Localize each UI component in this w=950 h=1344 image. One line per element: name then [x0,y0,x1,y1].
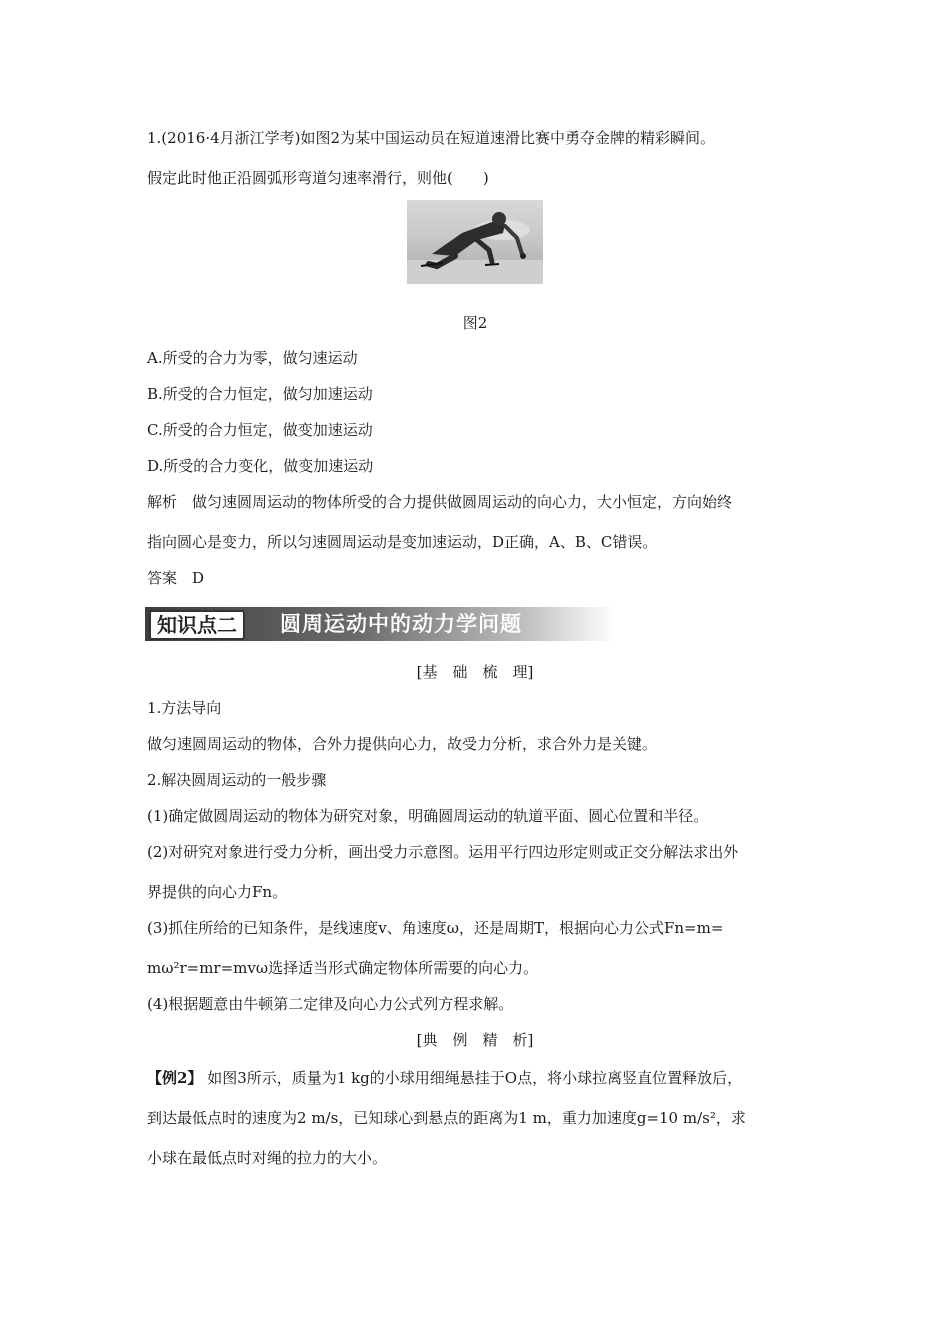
example-line-3: 小球在最低点时对绳的拉力的大小。 [147,1149,388,1167]
option-a: A.所受的合力为零，做匀速运动 [147,349,358,367]
speed-skater-figure [407,200,543,284]
question-1-line-2: 假定此时他正沿圆弧形弯道匀速率滑行，则他( ) [147,169,489,187]
answer: 答案 D [147,569,205,587]
basics-line: 界提供的向心力Fn。 [147,883,288,901]
option-d: D.所受的合力变化，做变加速运动 [147,457,374,475]
option-c: C.所受的合力恒定，做变加速运动 [147,421,373,439]
example-heading: [典 例 精 析] [416,1031,534,1049]
analysis-line-2: 指向圆心是变力，所以匀速圆周运动是变加速运动，D正确，A、B、C错误。 [147,533,658,551]
section-banner [145,607,615,641]
basics-line: 2.解决圆周运动的一般步骤 [147,771,327,789]
basics-line: mω²r=mr=mvω选择适当形式确定物体所需要的向心力。 [147,959,539,977]
basics-line: (4)根据题意由牛顿第二定律及向心力公式列方程求解。 [147,995,514,1013]
question-1-line-1: 1.(2016·4月浙江学考)如图2为某中国运动员在短道速滑比赛中勇夺金牌的精彩瞬间。 [147,129,716,147]
option-b: B.所受的合力恒定，做匀加速运动 [147,385,373,403]
section-title: 圆周运动中的动力学问题 [280,612,522,636]
speed-skater-photo [407,200,543,284]
basics-line: (1)确定做圆周运动的物体为研究对象，明确圆周运动的轨道平面、圆心位置和半径。 [147,807,709,825]
basics-line: (2)对研究对象进行受力分析，画出受力示意图。运用平行四边形定则或正交分解法求出外 [147,843,739,861]
analysis-line-1: 解析 做匀速圆周运动的物体所受的合力提供做圆周运动的向心力，大小恒定，方向始终 [147,493,733,511]
example-label: 【例2】 [147,1069,203,1087]
basics-line: (3)抓住所给的已知条件，是线速度v、角速度ω，还是周期T，根据向心力公式Fn=m= [147,919,724,937]
basics-line: 1.方法导向 [147,699,222,717]
example-text-1: 如图3所示，质量为1 kg的小球用细绳悬挂于O点，将小球拉离竖直位置释放后， [207,1069,743,1087]
example-line-1 [147,1068,742,1088]
section-tag: 知识点二 [149,610,245,640]
example-line-2: 到达最低点时的速度为2 m/s，已知球心到悬点的距离为1 m，重力加速度g=10 m/s²，求 [147,1109,746,1127]
basics-line: 做匀速圆周运动的物体，合外力提供向心力，故受力分析，求合外力是关键。 [147,735,658,753]
basics-heading: [基 础 梳 理] [416,663,534,681]
figure-caption: 图2 [462,314,488,332]
